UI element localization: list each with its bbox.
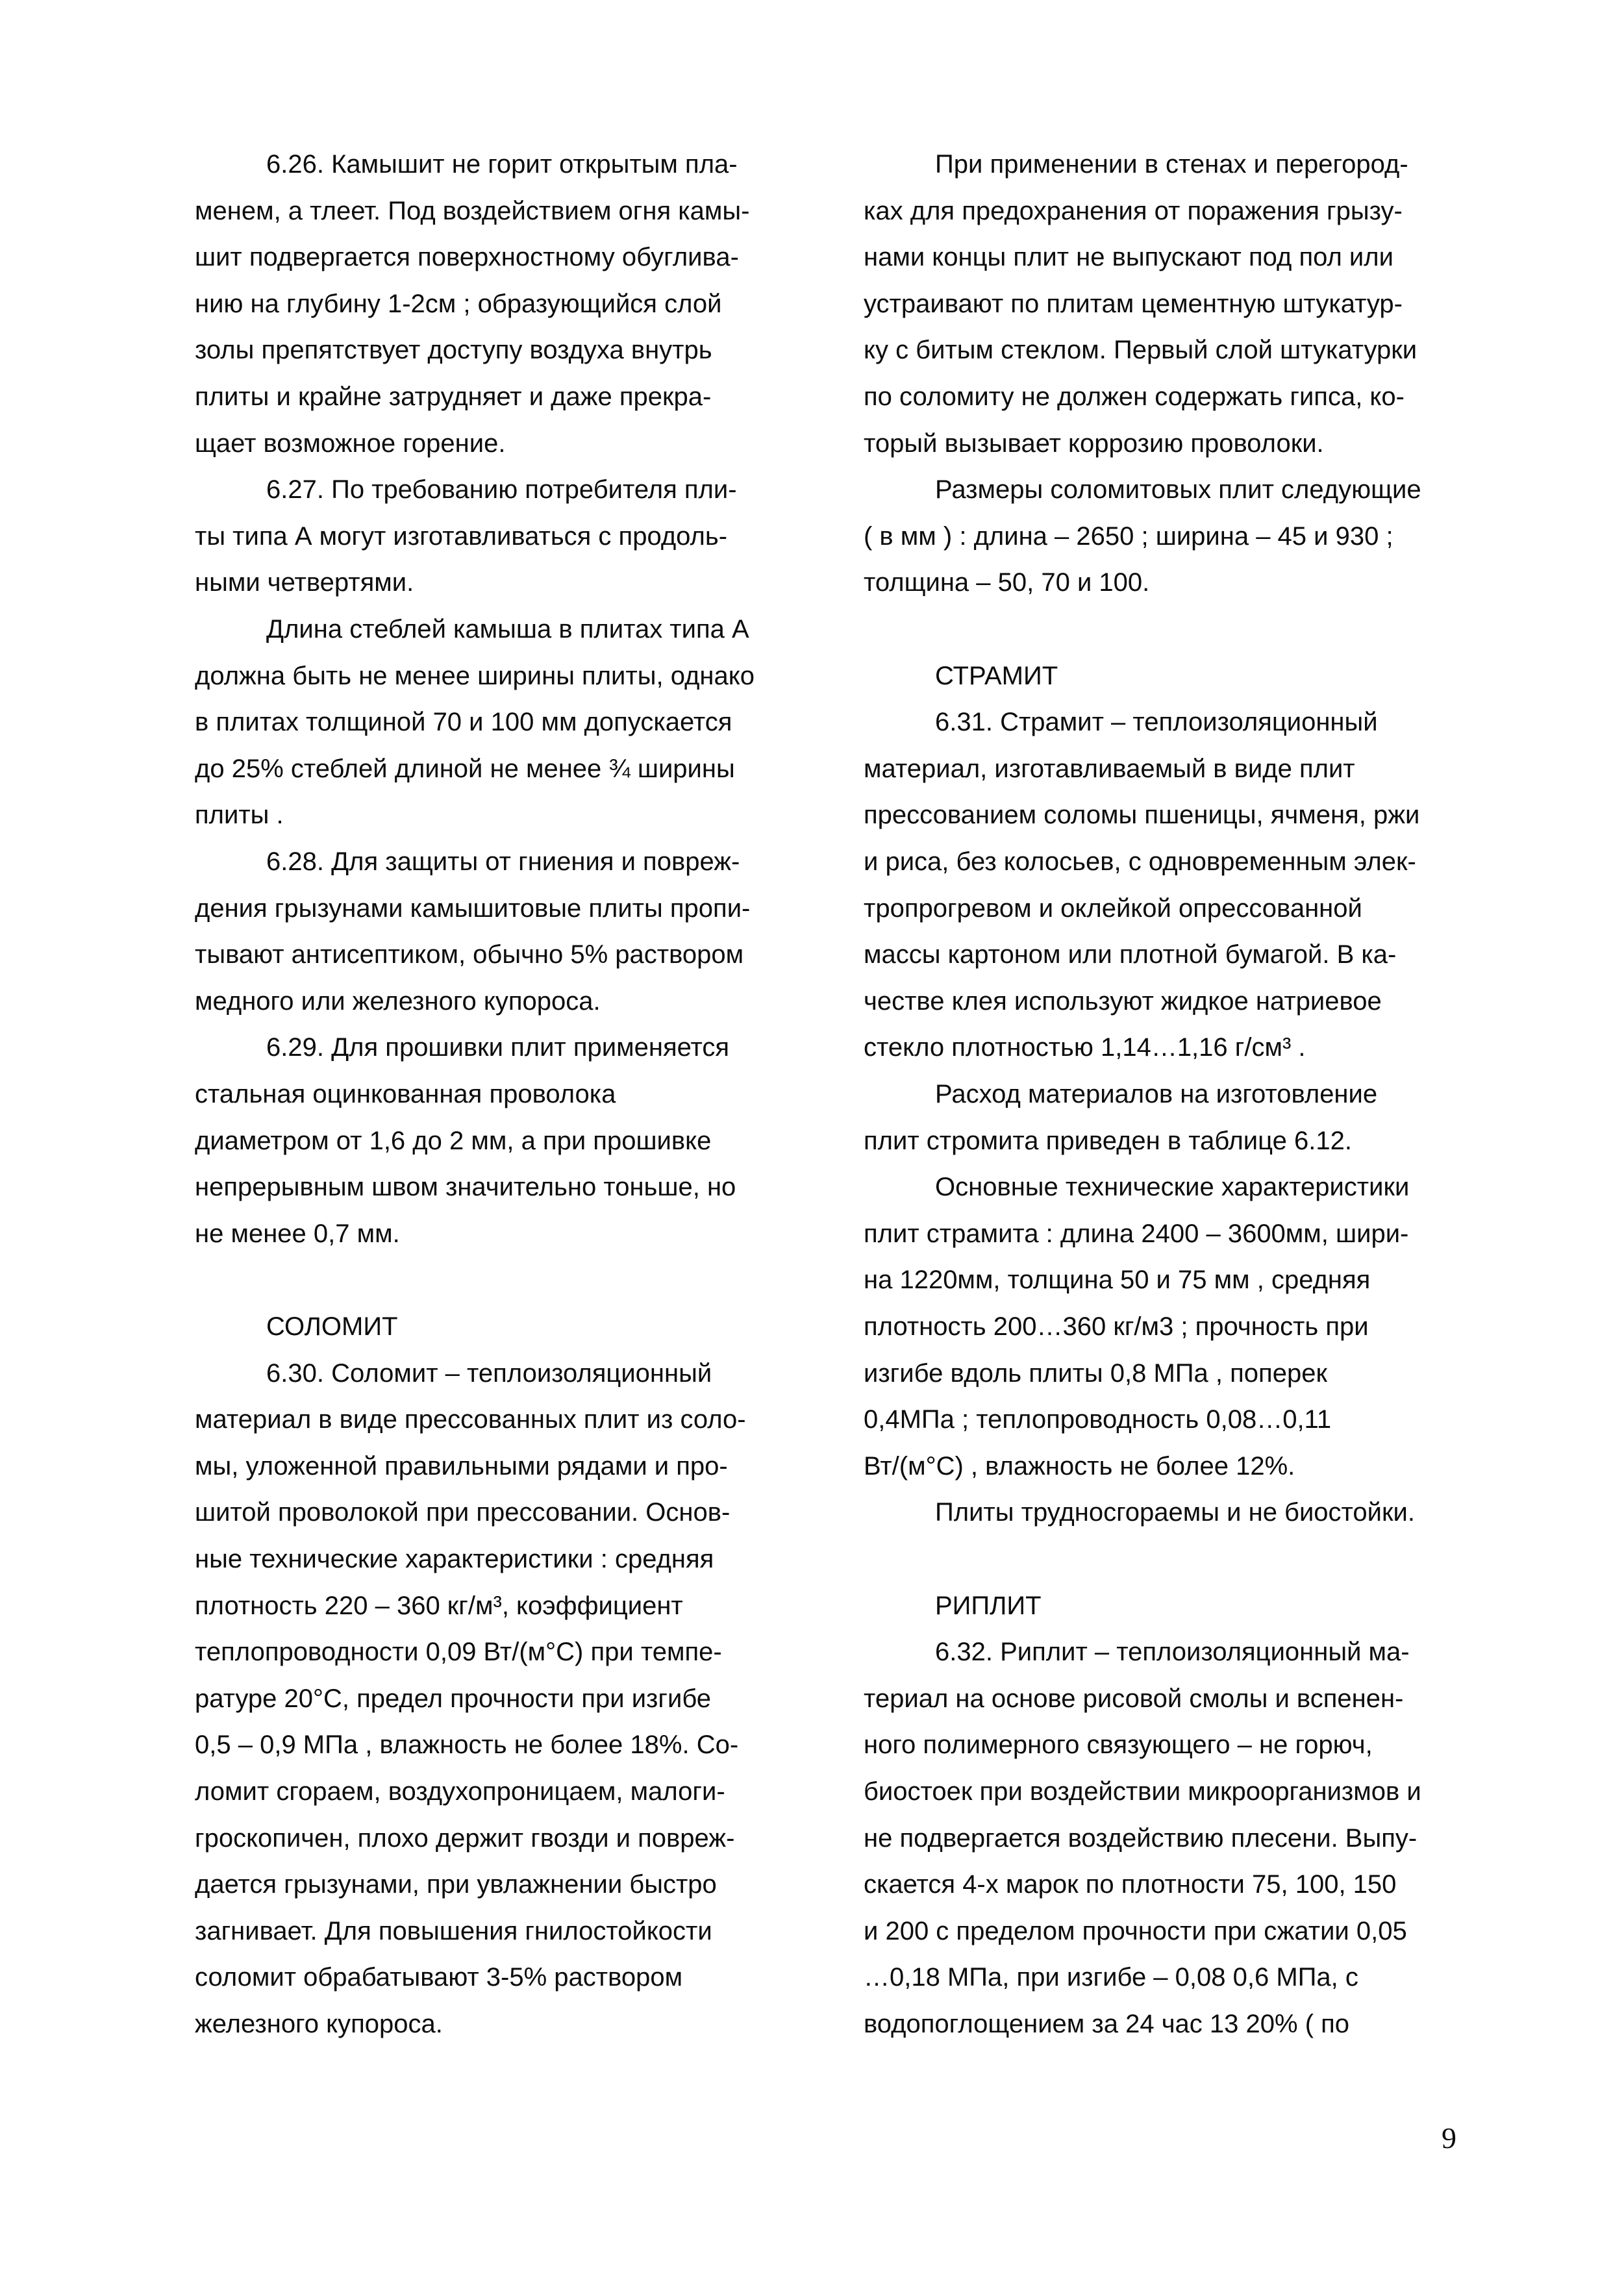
text-line: по соломиту не должен содержать гипса, ко- [864, 382, 1405, 411]
text-line: нию на глубину 1-2см ; образующийся слой [195, 289, 722, 318]
text-line: Размеры соломитовых плит следующие [935, 475, 1421, 505]
text-line: загнивает. Для повышения гнилостойкости [195, 1916, 712, 1945]
text-line: 6.29. Для прошивки плит применяется [266, 1033, 730, 1062]
text-line: гроскопичен, плохо держит гвозди и повреж- [195, 1823, 735, 1853]
text-line: щает возможное горение. [195, 429, 506, 458]
text-line: ( в мм ) : длина – 2650 ; ширина – 45 и 930 ; [864, 521, 1393, 551]
text-line: в плитах толщиной 70 и 100 мм допускается [195, 708, 732, 737]
page-number: 9 [1442, 2121, 1456, 2155]
text-line: плит стромита приведен в таблице 6.12. [864, 1126, 1352, 1155]
text-line: плит страмита : длина 2400 – 3600мм, шири- [864, 1219, 1409, 1248]
text-line: плиты . [195, 801, 284, 830]
text-line: РИПЛИТ [935, 1591, 1042, 1620]
text-line: ках для предохранения от поражения грызу- [864, 196, 1403, 225]
text-line: тывают антисептиком, обычно 5% раствором [195, 940, 744, 969]
text-line: медного или железного купороса. [195, 986, 601, 1016]
text-line: …0,18 МПа, при изгибе – 0,08 0,6 МПа, с [864, 1963, 1358, 1992]
text-line: Вт/(м°С) , влажность не более 12%. [864, 1451, 1295, 1481]
text-line: 6.28. Для защиты от гниения и повреж- [266, 847, 740, 876]
text-line: ного полимерного связующего – не горюч, [864, 1731, 1373, 1760]
text-line: биостоек при воздействии микроорганизмов и [864, 1777, 1421, 1806]
text-line: стекло плотностью 1,14…1,16 г/см³ . [864, 1033, 1306, 1062]
text-line: ты типа А могут изготавливаться с продоль- [195, 521, 728, 551]
text-line: материал, изготавливаемый в виде плит [864, 754, 1355, 783]
text-line: скается 4-х марок по плотности 75, 100, 150 [864, 1870, 1397, 1899]
text-line: плиты и крайне затрудняет и даже прекра- [195, 382, 712, 411]
text-line: до 25% стеблей длиной не менее ¾ ширины [195, 754, 735, 783]
text-line: менем, а тлеет. Под воздействием огня камы- [195, 196, 750, 225]
text-line: торый вызывает коррозию проволоки. [864, 429, 1324, 458]
text-line: 6.32. Риплит – теплоизоляционный ма- [935, 1638, 1410, 1667]
text-line: водопоглощением за 24 час 13 20% ( по [864, 2010, 1350, 2038]
text-line: СОЛОМИТ [266, 1312, 398, 1341]
text-line: 6.30. Соломит – теплоизоляционный [266, 1358, 712, 1388]
text-line: Плиты трудносгораемы и не биостойки. [935, 1498, 1415, 1527]
text-line: соломит обрабатывают 3-5% раствором [195, 1963, 683, 1992]
text-line: 6.26. Камышит не горит открытым пла- [266, 150, 738, 179]
text-line: ку с битым стеклом. Первый слой штукатурки [864, 336, 1418, 365]
text-line: При применении в стенах и перегород- [935, 150, 1408, 179]
text-line: плотность 220 – 360 кг/м³, коэффициент [195, 1591, 683, 1620]
text-line: прессованием соломы пшеницы, ячменя, ржи [864, 801, 1420, 830]
text-line: должна быть не менее ширины плиты, однако [195, 661, 755, 690]
text-line: 0,5 – 0,9 МПа , влажность не более 18%. Со- [195, 1731, 739, 1760]
text-line: дается грызунами, при увлажнении быстро [195, 1870, 717, 1899]
text-line: ломит сгораем, воздухопроницаем, малоги- [195, 1777, 725, 1806]
text-line: 6.31. Страмит – теплоизоляционный [935, 708, 1378, 737]
text-line: устраивают по плитам цементную штукатур- [864, 289, 1403, 318]
text-line: не подвергается воздействию плесени. Выпу- [864, 1823, 1418, 1853]
text-line: плотность 200…360 кг/м3 ; прочность при [864, 1312, 1369, 1341]
text-line: 6.27. По требованию потребителя пли- [266, 475, 737, 505]
text-line: на 1220мм, толщина 50 и 75 мм , средняя [864, 1266, 1371, 1295]
text-line: тропрогревом и оклейкой опрессованной [864, 894, 1362, 923]
text-line: 0,4МПа ; теплопроводность 0,08…0,11 [864, 1405, 1332, 1434]
text-line: и 200 с пределом прочности при сжатии 0,05 [864, 1916, 1407, 1945]
text-line: толщина – 50, 70 и 100. [864, 568, 1150, 597]
text-line: Длина стеблей камыша в плитах типа А [266, 615, 749, 644]
text-line: ными четвертями. [195, 568, 414, 597]
text-line: ратуре 20°С, предел прочности при изгибе [195, 1684, 712, 1713]
text-line: не менее 0,7 мм. [195, 1219, 400, 1248]
text-line: СТРАМИТ [935, 661, 1058, 690]
text-line: мы, уложенной правильными рядами и про- [195, 1451, 728, 1481]
text-line: изгибе вдоль плиты 0,8 МПа , поперек [864, 1358, 1327, 1388]
text-line: дения грызунами камышитовые плиты пропи- [195, 894, 751, 923]
text-line: Расход материалов на изготовление [935, 1080, 1378, 1108]
text-line: териал на основе рисовой смолы и вспенен- [864, 1684, 1404, 1713]
text-line: честве клея используют жидкое натриевое [864, 986, 1382, 1016]
text-line: золы препятствует доступу воздуха внутрь [195, 336, 712, 365]
text-line: стальная оцинкованная проволока [195, 1080, 616, 1108]
text-line: массы картоном или плотной бумагой. В ка- [864, 940, 1397, 969]
text-line: железного купороса. [195, 2010, 443, 2038]
text-line: теплопроводности 0,09 Вт/(м°С) при темпе- [195, 1638, 722, 1667]
text-line: непрерывным швом значительно тоньше, но [195, 1173, 736, 1202]
text-line: шитой проволокой при прессовании. Основ- [195, 1498, 731, 1527]
text-line: ные технические характеристики : средняя [195, 1545, 714, 1573]
text-line: материал в виде прессованных плит из соло- [195, 1405, 746, 1434]
text-line: Основные технические характеристики [935, 1173, 1410, 1202]
text-line: диаметром от 1,6 до 2 мм, а при прошивке [195, 1126, 712, 1155]
text-line: нами концы плит не выпускают под пол или [864, 243, 1393, 272]
text-line: шит подвергается поверхностному обуглива- [195, 243, 739, 272]
text-line: и риса, без колосьев, с одновременным элек- [864, 847, 1416, 876]
